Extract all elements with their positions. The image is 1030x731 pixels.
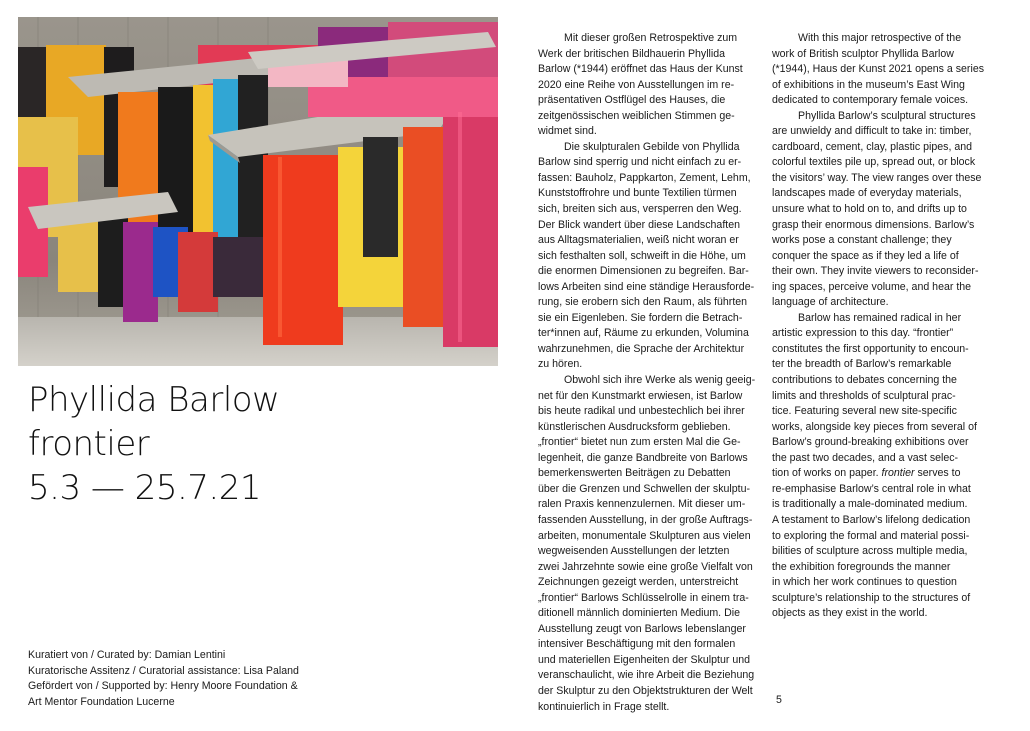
text-line: landscapes made of everyday materials,	[772, 187, 962, 200]
text-line: ter the breadth of Barlow’s remarkable	[772, 358, 952, 371]
text-line: bemerkenswerten Beiträgen zu Debatten	[538, 467, 731, 480]
text-line: 2020 eine Reihe von Ausstellungen im re-	[538, 78, 735, 91]
text-line: the exhibition foregrounds the manner	[772, 560, 951, 573]
english-paragraph-3	[772, 311, 1004, 622]
text-line: rung, sie erobern sich den Raum, als führten	[538, 296, 748, 309]
credit-assistance: Kuratorische Assitenz / Curatorial assistance: Lisa Paland	[28, 664, 299, 677]
text-line: work of British sculptor Phyllida Barlow	[772, 47, 954, 60]
text-line: präsentativen Ostflügel des Hauses, die	[538, 94, 726, 107]
english-paragraph-2	[772, 109, 1004, 311]
text-line: und materiellen Eigenheiten der Skulptur und	[538, 653, 751, 666]
text-line: their own. They invite viewers to reconsider-	[772, 265, 979, 278]
text-line: is traditionally a male-dominated medium.	[772, 498, 968, 511]
text-line: Zeichnungen gezeigt werden, unterstreicht	[538, 576, 739, 589]
text-line: intensiver Beschäftigung mit den formalen	[538, 638, 736, 651]
text-line: Barlow sind sperrig und nicht einfach zu er-	[538, 156, 742, 169]
english-text-column	[772, 31, 1004, 622]
text-line: „frontier“ bietet nun zum ersten Mal die Ge-	[538, 436, 741, 449]
title-dates: 5.3 — 25.7.21	[28, 468, 261, 508]
text-line: veranschaulicht, wie ihre Arbeit die Beziehung	[538, 669, 755, 682]
text-line: wahrzunehmen, die Sprache der Architektur	[538, 342, 745, 355]
text-line: artistic expression to this day. “frontier”	[772, 327, 954, 340]
text-line: Obwohl sich ihre Werke als wenig geeig-	[564, 374, 756, 387]
text-line: Phyllida Barlow’s sculptural structures	[798, 109, 976, 122]
text-line: sich, breiten sich aus, versperren den Weg.	[538, 203, 742, 216]
text-line: legenheit, die ganze Bandbreite von Barlows	[538, 451, 748, 464]
text-line: zwei Jahrzehnte sowie eine große Vielfalt von	[538, 560, 753, 573]
text-line: tion of works on paper.	[772, 467, 879, 480]
credit-supported-2: Art Mentor Foundation Lucerne	[28, 695, 175, 708]
text-line: limits and thresholds of sculptural prac-	[772, 389, 956, 402]
text-line: dedicated to contemporary female voices.	[772, 94, 969, 107]
text-line-mixed	[772, 466, 1004, 482]
text-line: works, alongside key pieces from several of	[772, 420, 977, 433]
text-line: constitutes the first opportunity to encoun-	[772, 342, 969, 355]
text-line: sie ein Eigenleben. Sie fordern die Betrach-	[538, 311, 743, 324]
text-line: Barlow’s ground-breaking exhibitions over	[772, 436, 969, 449]
text-line: fassenden Ausstellung, in der große Auftrags-	[538, 513, 753, 526]
text-line: conquer the space as if they led a life of	[772, 249, 959, 262]
text-line: lows Arbeiten sind eine ständige Herausforde-	[538, 280, 755, 293]
text-line: language of architecture.	[772, 296, 889, 309]
text-line: die enormen Dimensionen zu begreifen. Bar-	[538, 265, 749, 278]
text-line: (*1944), Haus der Kunst 2021 opens a series	[772, 63, 985, 76]
text-line: künstlerischen Ausdrucksform geblieben.	[538, 420, 731, 433]
text-line: aus Alltagsmaterialien, weiß nicht woran er	[538, 234, 739, 247]
text-line: zeitgenössischen weiblichen Stimmen ge-	[538, 109, 735, 122]
text-line-tail: serves to	[914, 467, 961, 480]
text-line: bilities of sculpture across multiple media,	[772, 545, 968, 558]
text-line: contributions to debates concerning the	[772, 374, 957, 387]
text-line: fassen: Bauholz, Pappkarton, Zement, Lehm,	[538, 171, 751, 184]
text-line: ralen Praxis kennenzulernen. Mit dieser um-	[538, 498, 746, 511]
text-line: Barlow has remained radical in her	[798, 311, 962, 324]
german-paragraph-3	[538, 373, 770, 715]
text-line: über die Grenzen und Schwellen der skulptu-	[538, 482, 750, 495]
text-line: ing spaces, perceive volume, and hear the	[772, 280, 972, 293]
text-line: Die skulpturalen Gebilde von Phyllida	[564, 140, 740, 153]
text-line: Ausstellung zeugt von Barlows lebenslanger	[538, 622, 746, 635]
text-line: Der Blick wandert über diese Landschaften	[538, 218, 740, 231]
credit-curated: Kuratiert von / Curated by: Damian Lentini	[28, 649, 226, 661]
text-line: grasp their enormous dimensions. Barlow’s	[772, 218, 975, 231]
text-line: to exploring the formal and material possi-	[772, 529, 970, 542]
text-line: Werk der britischen Bildhauerin Phyllida	[538, 47, 726, 60]
text-line: With this major retrospective of the	[798, 32, 962, 44]
title-artist: Phyllida Barlow	[28, 380, 280, 420]
title-exhibition: frontier	[28, 424, 150, 464]
text-line: Barlow (*1944) eröffnet das Haus der Kunst	[538, 63, 743, 76]
text-line: works pose a constant challenge; they	[772, 234, 952, 247]
text-line: objects as they exist in the world.	[772, 607, 928, 620]
credits	[28, 648, 299, 710]
text-line: re-emphasise Barlow’s central role in what	[772, 482, 971, 495]
text-line: sich festhalten soll, schweift in die Höhe, um	[538, 249, 746, 262]
text-line: the past two decades, and a vast selec-	[772, 451, 959, 464]
text-line: tice. Featuring several new site-specific	[772, 405, 957, 418]
german-paragraph-2	[538, 140, 770, 373]
text-line: A testament to Barlow’s lifelong dedication	[772, 513, 971, 526]
text-line: Mit dieser großen Retrospektive zum	[564, 32, 738, 44]
text-line: wegweisenden Ausstellungen der letzten	[538, 545, 730, 558]
text-line: ter*innen auf, Räume zu erkunden, Volumina	[538, 327, 749, 340]
text-line: „frontier“ Barlows Schlüsselrolle in einem tra-	[538, 591, 749, 604]
text-line: zu hören.	[538, 358, 583, 371]
text-line: of exhibitions in the museum’s East Wing	[772, 78, 965, 91]
installation-illustration	[18, 17, 498, 366]
text-line: colorful textiles pile up, spread out, or block	[772, 156, 976, 169]
text-line: Kunststoffrohre und bunte Textilien türmen	[538, 187, 737, 200]
german-text-column	[538, 31, 770, 715]
credit-supported-1: Gefördert von / Supported by: Henry Moore Foundation &	[28, 680, 298, 692]
text-line: are unwieldy and difficult to take in: timber,	[772, 125, 972, 138]
text-line: net für den Kunstmarkt erwiesen, ist Barlow	[538, 389, 743, 402]
text-line: der Skulptur zu den Objektstrukturen der Welt	[538, 684, 753, 697]
text-line: kontinuierlich in Frage stellt.	[538, 700, 670, 713]
german-paragraph-1	[538, 31, 770, 140]
english-paragraph-1	[772, 31, 1004, 109]
page-number: 5	[776, 694, 782, 706]
title-emphasis: frontier	[881, 467, 915, 480]
text-line: unsure what to hold on to, and drifts up to	[772, 203, 967, 216]
text-line: cardboard, cement, clay, plastic pipes, and	[772, 140, 973, 153]
text-line: in which her work continues to question	[772, 576, 957, 589]
text-line: arbeiten, monumentale Skulpturen aus vielen	[538, 529, 751, 542]
text-line: the visitors’ way. The view ranges over these	[772, 171, 982, 184]
exhibition-photo	[18, 17, 498, 366]
text-line: bis heute radikal und unbestechlich bei ihrer	[538, 405, 745, 418]
text-line: sculpture’s relationship to the structures of	[772, 591, 971, 604]
exhibition-title	[28, 378, 279, 510]
text-line: widmet sind.	[538, 125, 597, 138]
text-line: ditionell männlich dominierten Medium. Die	[538, 607, 740, 620]
